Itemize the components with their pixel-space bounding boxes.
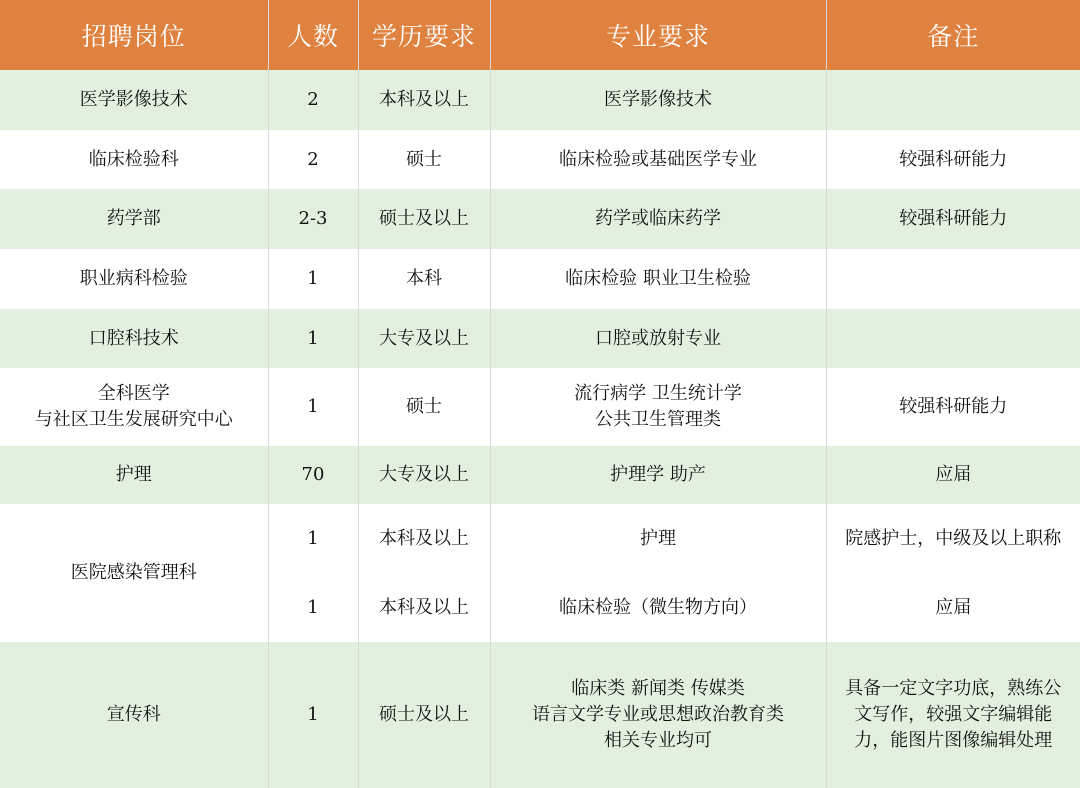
cell-major — [490, 642, 826, 788]
cell-major: 临床检验（微生物方向） — [490, 573, 826, 642]
cell-count: 70 — [268, 446, 358, 504]
cell-education: 硕士 — [358, 130, 490, 189]
cell-count: 1 — [268, 249, 358, 309]
cell-education: 本科 — [358, 249, 490, 309]
major-line: 流行病学 卫生统计学 — [574, 383, 742, 404]
cell-count: 1 — [268, 642, 358, 788]
cell-note: 应届 — [826, 446, 1080, 504]
table-row — [0, 642, 1080, 788]
major-line: 相关专业均可 — [604, 730, 712, 751]
cell-position: 医学影像技术 — [0, 70, 268, 130]
cell-education: 硕士 — [358, 368, 490, 446]
cell-count: 2 — [268, 70, 358, 130]
cell-education: 本科及以上 — [358, 504, 490, 573]
cell-count: 1 — [268, 368, 358, 446]
note-line: 力，能图片图像编辑处理 — [854, 730, 1053, 751]
cell-position: 药学部 — [0, 189, 268, 249]
major-line: 语言文学专业或思想政治教育类 — [532, 704, 784, 725]
table-header-row — [0, 0, 1080, 70]
cell-position: 职业病科检验 — [0, 249, 268, 309]
cell-major: 临床检验 职业卫生检验 — [490, 249, 826, 309]
cell-major: 护理学 助产 — [490, 446, 826, 504]
cell-position: 临床检验科 — [0, 130, 268, 189]
cell-education: 硕士及以上 — [358, 189, 490, 249]
cell-education: 本科及以上 — [358, 70, 490, 130]
cell-position: 医院感染管理科 — [0, 504, 268, 642]
cell-count: 2-3 — [268, 189, 358, 249]
cell-major: 药学或临床药学 — [490, 189, 826, 249]
cell-education: 本科及以上 — [358, 573, 490, 642]
cell-major: 医学影像技术 — [490, 70, 826, 130]
cell-note: 较强科研能力 — [826, 368, 1080, 446]
header-education: 学历要求 — [358, 0, 490, 70]
cell-education: 硕士及以上 — [358, 642, 490, 788]
header-note: 备注 — [826, 0, 1080, 70]
cell-major: 口腔或放射专业 — [490, 309, 826, 368]
header-position: 招聘岗位 — [0, 0, 268, 70]
table-row — [0, 189, 1080, 249]
major-line: 公共卫生管理类 — [595, 409, 721, 430]
cell-position: 护理 — [0, 446, 268, 504]
position-line: 与社区卫生发展研究中心 — [34, 409, 233, 430]
cell-note — [826, 249, 1080, 309]
cell-major: 临床检验或基础医学专业 — [490, 130, 826, 189]
cell-position — [0, 368, 268, 446]
cell-note — [826, 309, 1080, 368]
major-line: 临床类 新闻类 传媒类 — [571, 678, 745, 699]
cell-position: 宣传科 — [0, 642, 268, 788]
note-line: 具备一定文字功底，熟练公 — [845, 678, 1062, 699]
table-row — [0, 446, 1080, 504]
header-major: 专业要求 — [490, 0, 826, 70]
table-row — [0, 130, 1080, 189]
cell-education: 大专及以上 — [358, 446, 490, 504]
cell-major: 护理 — [490, 504, 826, 573]
table-row — [0, 249, 1080, 309]
cell-note: 院感护士，中级及以上职称 — [826, 504, 1080, 573]
cell-note — [826, 642, 1080, 788]
table-row — [0, 70, 1080, 130]
cell-major — [490, 368, 826, 446]
position-line: 全科医学 — [97, 383, 170, 404]
cell-count: 1 — [268, 504, 358, 573]
table-row — [0, 368, 1080, 446]
cell-education: 大专及以上 — [358, 309, 490, 368]
cell-note — [826, 70, 1080, 130]
cell-position: 口腔科技术 — [0, 309, 268, 368]
table-row — [0, 504, 1080, 573]
table-row — [0, 309, 1080, 368]
header-count: 人数 — [268, 0, 358, 70]
cell-count: 1 — [268, 573, 358, 642]
cell-note: 应届 — [826, 573, 1080, 642]
cell-count: 1 — [268, 309, 358, 368]
cell-note: 较强科研能力 — [826, 189, 1080, 249]
note-line: 文写作，较强文字编辑能 — [854, 704, 1053, 725]
cell-note: 较强科研能力 — [826, 130, 1080, 189]
cell-count: 2 — [268, 130, 358, 189]
